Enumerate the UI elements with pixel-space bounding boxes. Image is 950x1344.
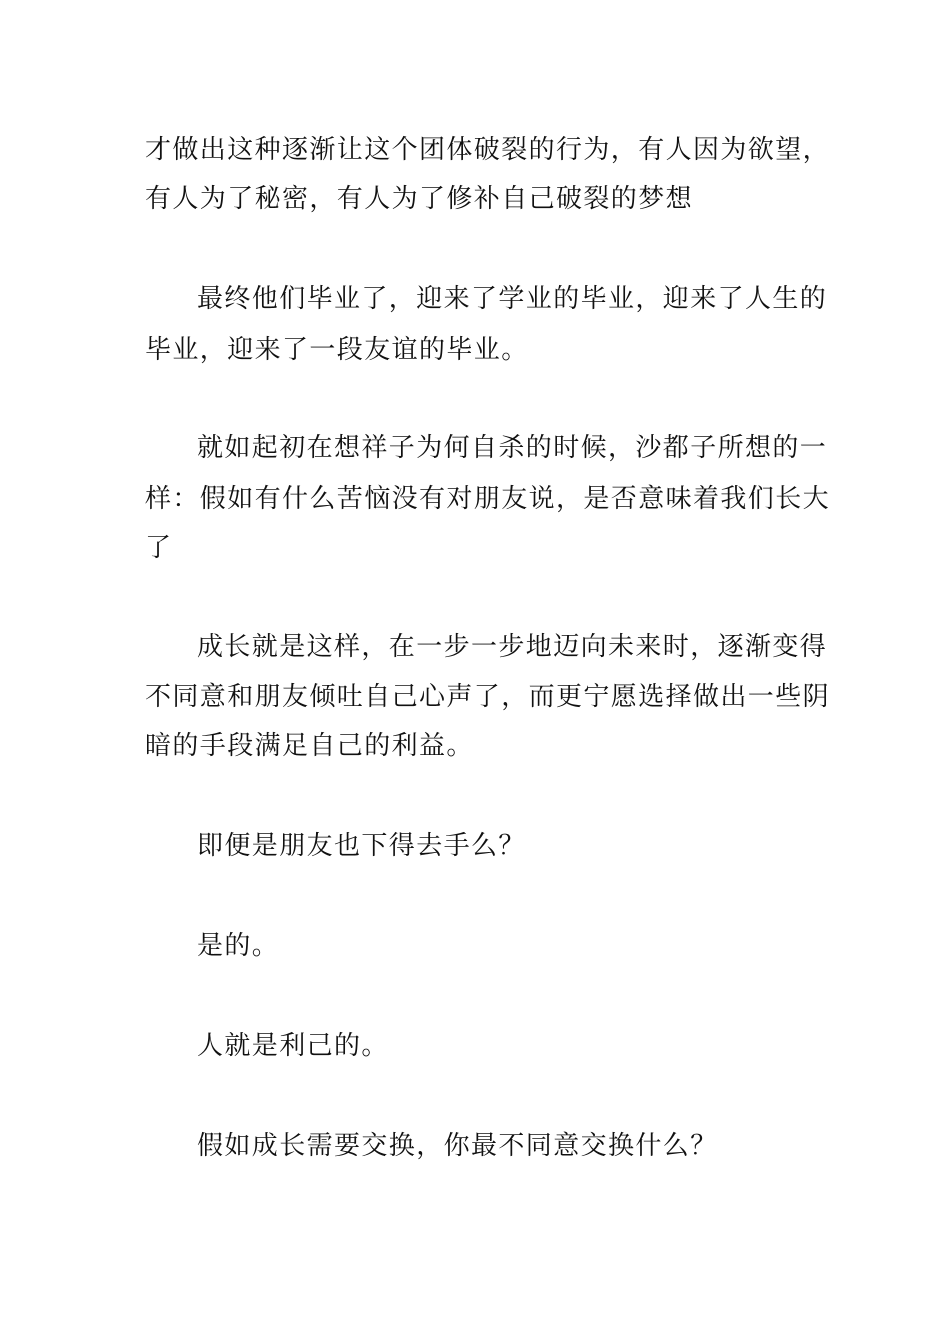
text-line: 假如成长需要交换，你最不同意交换什么？ bbox=[197, 1131, 718, 1161]
text-line: 样：假如有什么苦恼没有对朋友说，是否意味着我们长大 bbox=[145, 484, 831, 514]
text-line: 即便是朋友也下得去手么？ bbox=[197, 831, 526, 861]
text-line: 才做出这种逐渐让这个团体破裂的行为，有人因为欲望， bbox=[145, 135, 831, 165]
text-line: 有人为了秘密，有人为了修补自己破裂的梦想 bbox=[145, 184, 694, 214]
text-line: 就如起初在想祥子为何自杀的时候，沙都子所想的一 bbox=[197, 433, 828, 463]
text-line: 成长就是这样，在一步一步地迈向未来时，逐渐变得 bbox=[197, 632, 828, 662]
text-line: 暗的手段满足自己的利益。 bbox=[145, 731, 474, 761]
text-line: 是的。 bbox=[197, 931, 280, 961]
text-line: 最终他们毕业了，迎来了学业的毕业，迎来了人生的 bbox=[197, 284, 828, 314]
text-line: 了 bbox=[145, 533, 173, 563]
text-line: 人就是利己的。 bbox=[197, 1031, 389, 1061]
text-line: 不同意和朋友倾吐自己心声了，而更宁愿选择做出一些阴 bbox=[145, 682, 831, 712]
text-line: 毕业，迎来了一段友谊的毕业。 bbox=[145, 335, 529, 365]
